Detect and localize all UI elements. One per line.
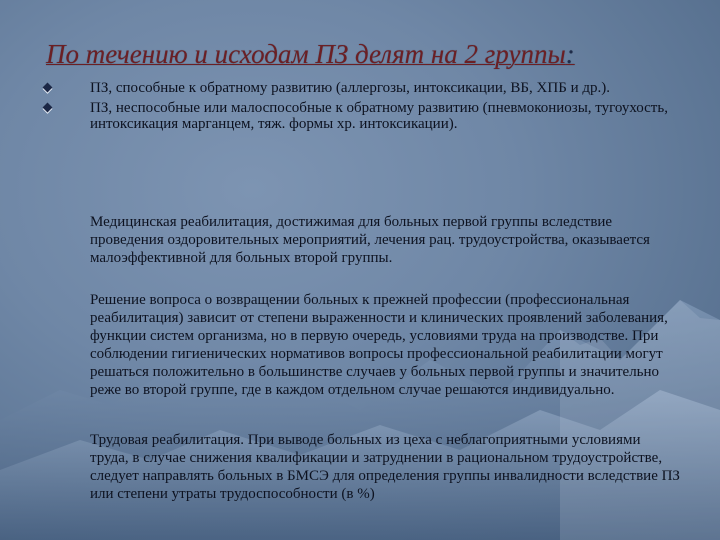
bullet-item (44, 80, 674, 96)
slide-title-colon: : (565, 39, 575, 69)
bullet-item (44, 100, 674, 132)
bullet-text: ПЗ, неспособные или малоспособные к обратному развитию (пневмокониозы, тугоухость, интоксикация марганцем, тяж. формы хр. интоксикации). (90, 100, 668, 132)
paragraph-professional-rehabilitation: Решение вопроса о возвращении больных к прежней профессии (профессиональная реабилитация) зависит от степени выраженности и клинических проявлений заболевания, функции систем организма, но в первую очередь, условиями труда на производстве. При соблюдении гигиенических нормативов вопросы профессиональной реабилитации могут решаться положительно в большинстве случаев у больных первой группы и значительно реже во второй группе, где в каждом отдельном случае решаются индивидуально. (90, 292, 668, 398)
paragraph-medical-rehabilitation: Медицинская реабилитация, достижимая для больных первой группы вследствие проведения оздоровительных мероприятий, лечения рац. трудоустройства, оказывается малоэффективной для больных второй группы. (90, 214, 650, 266)
diamond-bullet-icon (43, 83, 53, 93)
paragraph-labor-rehabilitation: Трудовая реабилитация. При выводе больных из цеха с неблагоприятными условиями труда, в случае снижения квалификации и затруднении в рациональном трудоустройстве, следует направлять больных в БМСЭ для определения группы инвалидности вследствие ПЗ или степени утраты трудоспособности (в %) (90, 432, 680, 502)
bullet-text: ПЗ, способные к обратному развитию (аллергозы, интоксикации, ВБ, ХПБ и др.). (90, 80, 610, 96)
bullet-list (44, 80, 674, 136)
slide-title (46, 38, 686, 70)
slide-title-text: По течению и исходам ПЗ делят на 2 группы (46, 39, 566, 69)
diamond-bullet-icon (43, 103, 53, 113)
